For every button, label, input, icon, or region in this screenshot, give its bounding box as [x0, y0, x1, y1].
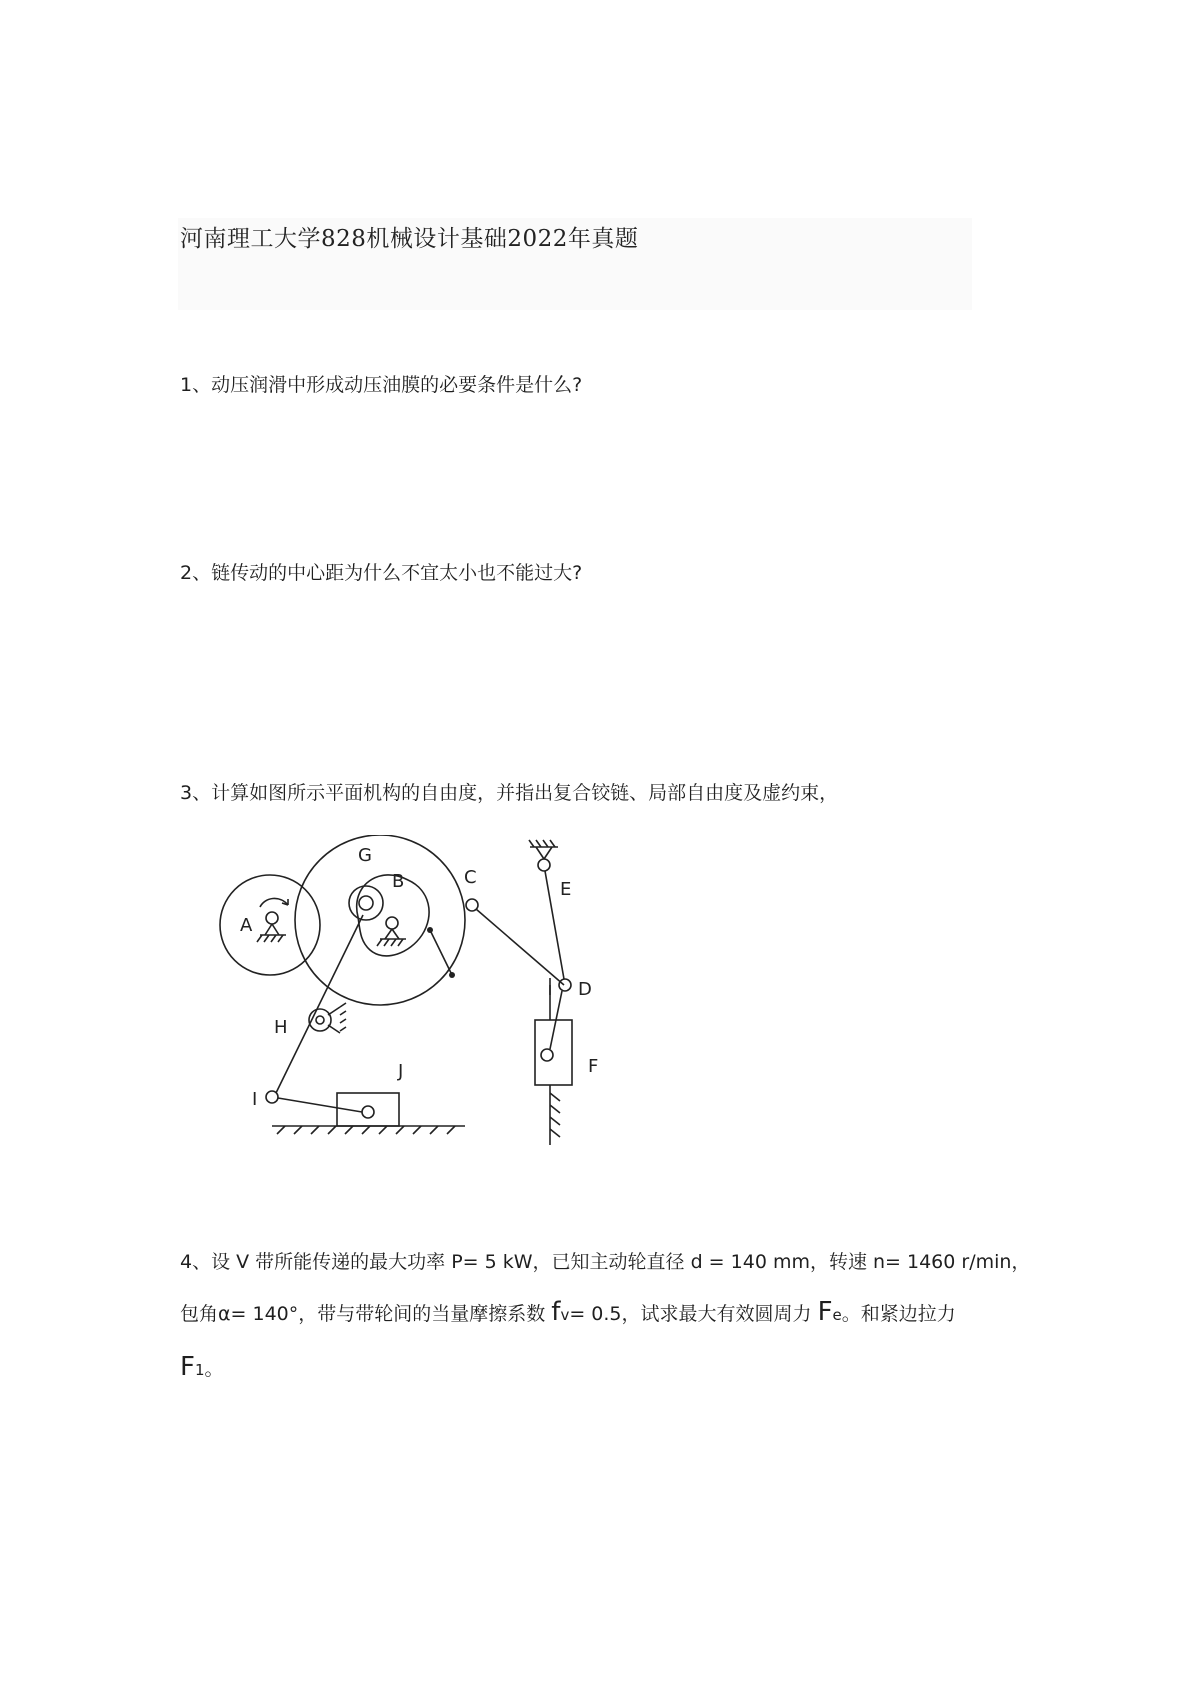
q4-text-c: 。和紧边拉力: [841, 1303, 956, 1325]
mechanism-diagram: [210, 835, 640, 1195]
q4-text-b: = 0.5，试求最大有效圆周力: [569, 1303, 818, 1325]
symbol-fe-sub: e: [832, 1306, 842, 1324]
symbol-f1: F: [180, 1352, 195, 1382]
label-g: G: [358, 845, 372, 866]
symbol-fe: F: [817, 1297, 833, 1327]
joint-f: [541, 1049, 553, 1061]
label-h: H: [274, 1017, 288, 1038]
label-d: D: [578, 979, 592, 1000]
label-j: J: [398, 1061, 404, 1082]
question-1: 1、动压润滑中形成动压油膜的必要条件是什么?: [180, 374, 583, 396]
joint-g-inner: [359, 896, 373, 910]
q4-text-d: 。: [204, 1358, 224, 1380]
question-4-line-3: [180, 1352, 224, 1382]
joint-i: [266, 1091, 278, 1103]
joint-j: [362, 1106, 374, 1118]
label-i: I: [252, 1089, 258, 1110]
q4-text-a: 包角α= 140°，带与带轮间的当量摩擦系数: [180, 1303, 552, 1325]
page-title: 河南理工大学828机械设计基础2022年真题: [180, 226, 639, 252]
label-f: F: [588, 1056, 599, 1077]
joint-d: [559, 979, 571, 991]
question-4-line-1: 4、设 V 带所能传递的最大功率 P= 5 kW，已知主动轮直径 d = 140 mm，转速 n= 1460 r/min，: [180, 1251, 1031, 1273]
label-a: A: [240, 915, 253, 936]
symbol-fv: f: [551, 1297, 561, 1327]
label-c: C: [464, 867, 477, 888]
label-b: B: [392, 871, 405, 892]
label-e: E: [560, 879, 572, 900]
question-2: 2、链传动的中心距为什么不宜太小也不能过大?: [180, 562, 583, 584]
joint-h-inner: [316, 1016, 324, 1024]
pivot-b: [386, 917, 398, 929]
symbol-f1-sub: 1: [194, 1361, 205, 1379]
joint-e: [538, 859, 550, 871]
symbol-fv-sub: v: [560, 1306, 570, 1324]
question-4-line-2: [180, 1297, 956, 1327]
pivot-a: [266, 912, 278, 924]
question-3: 3、计算如图所示平面机构的自由度，并指出复合铰链、局部自由度及虚约束，: [180, 782, 839, 804]
joint-g-outer: [349, 886, 383, 920]
